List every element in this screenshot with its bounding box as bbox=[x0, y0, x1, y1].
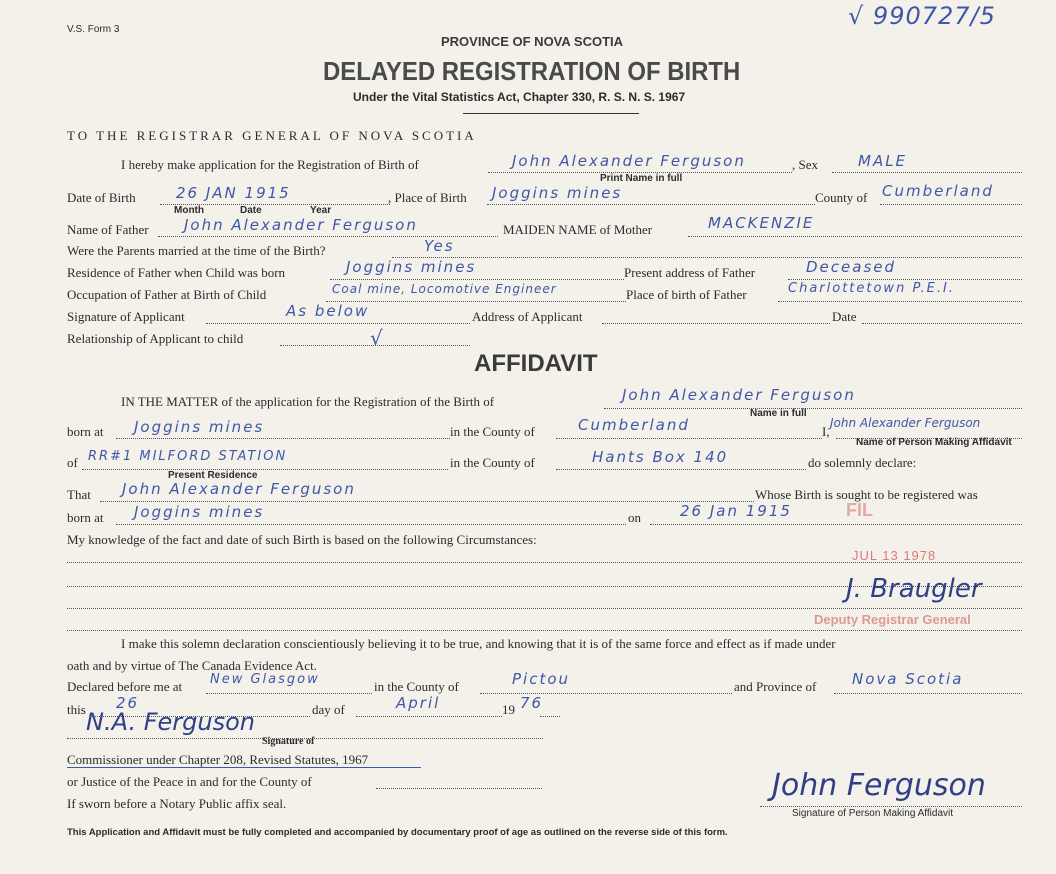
this-month[interactable]: April bbox=[396, 694, 441, 712]
to-line: TO THE REGISTRAR GENERAL OF NOVA SCOTIA bbox=[67, 128, 477, 143]
signature-label: Signature of Applicant bbox=[67, 309, 185, 324]
aff-county-value[interactable]: Cumberland bbox=[578, 416, 690, 434]
knowledge-label: My knowledge of the fact and date of such Birth is based on the following Circumstances: bbox=[67, 532, 537, 547]
declared-place[interactable]: New Glasgow bbox=[210, 672, 320, 687]
aff-county-label: in the County of bbox=[450, 424, 535, 439]
residence-hint: Present Residence bbox=[168, 470, 258, 481]
matter-label: IN THE MATTER of the application for the Registration of the Birth of bbox=[121, 394, 495, 409]
page-title: DELAYED REGISTRATION OF BIRTH bbox=[323, 56, 741, 86]
day-of-label: day of bbox=[312, 702, 345, 717]
signature-value[interactable]: As below bbox=[286, 302, 370, 320]
married-value[interactable]: Yes bbox=[424, 237, 455, 255]
date-stamp: JUL 13 1978 bbox=[852, 548, 937, 563]
year-suffix[interactable]: 76 bbox=[520, 694, 544, 712]
affidavit-heading: AFFIDAVIT bbox=[474, 350, 598, 377]
solemn-line-2: oath and by virtue of The Canada Evidence Act. bbox=[67, 658, 317, 673]
relationship-label: Relationship of Applicant to child bbox=[67, 331, 244, 346]
matter-name[interactable]: John Alexander Ferguson bbox=[622, 386, 856, 404]
province-header: PROVINCE OF NOVA SCOTIA bbox=[441, 34, 624, 49]
father-residence-label: Residence of Father when Child was born bbox=[67, 265, 286, 280]
father-pob-value[interactable]: Charlottetown P.E.I. bbox=[788, 281, 955, 296]
aff-county2-label: in the County of bbox=[450, 455, 535, 470]
county-label: County of bbox=[815, 190, 868, 205]
name-hint: Print Name in full bbox=[600, 173, 683, 184]
i-label: I, bbox=[822, 424, 830, 439]
matter-name-hint: Name in full bbox=[750, 408, 807, 419]
on-date[interactable]: 26 Jan 1915 bbox=[680, 502, 792, 520]
born-at-label: born at bbox=[67, 424, 104, 439]
dob-value[interactable]: 26 JAN 1915 bbox=[176, 184, 291, 202]
notary-label: If sworn before a Notary Public affix seal. bbox=[67, 796, 287, 811]
title-underline bbox=[463, 113, 639, 114]
child-name[interactable]: John Alexander Ferguson bbox=[512, 152, 746, 170]
sex-label: , Sex bbox=[792, 157, 818, 172]
year-prefix: 19 bbox=[502, 702, 515, 717]
pob-value[interactable]: Joggins mines bbox=[492, 184, 623, 202]
county-value[interactable]: Cumberland bbox=[882, 182, 994, 200]
this-label: this bbox=[67, 702, 86, 717]
father-value[interactable]: John Alexander Ferguson bbox=[184, 216, 418, 234]
declared-province[interactable]: Nova Scotia bbox=[852, 670, 964, 688]
affiant-hint: Name of Person Making Affidavit bbox=[856, 437, 1012, 448]
applicant-signature: John Ferguson bbox=[772, 768, 986, 803]
father-pob-label: Place of birth of Father bbox=[626, 287, 747, 302]
applicant-address-label: Address of Applicant bbox=[472, 309, 583, 324]
residence-value[interactable]: RR#1 MILFORD STATION bbox=[88, 449, 288, 464]
date-label: Date bbox=[832, 309, 857, 324]
born-at-value[interactable]: Joggins mines bbox=[134, 418, 265, 436]
reference-number: √ 990727/5 bbox=[848, 2, 996, 30]
affiant-name[interactable]: John Alexander Ferguson bbox=[830, 416, 981, 430]
father-address-value[interactable]: Deceased bbox=[806, 258, 897, 276]
deputy-stamp: Deputy Registrar General bbox=[814, 612, 971, 627]
commissioner-signature: N.A. Ferguson bbox=[86, 708, 255, 736]
whose-label: Whose Birth is sought to be registered was bbox=[755, 487, 978, 502]
of-label: of bbox=[67, 455, 78, 470]
solemn-line-1: I make this solemn declaration conscientiously believing it to be true, and knowing that it is of the same force and effect as if made under bbox=[121, 636, 836, 651]
subtitle: Under the Vital Statistics Act, Chapter 330, R. S. N. S. 1967 bbox=[353, 90, 686, 104]
commissioner-underline bbox=[67, 767, 421, 768]
this-day[interactable]: 26 bbox=[116, 694, 140, 712]
father-occupation-value[interactable]: Coal mine, Locomotive Engineer bbox=[332, 282, 557, 296]
form-id: V.S. Form 3 bbox=[67, 24, 120, 35]
that-name[interactable]: John Alexander Ferguson bbox=[122, 480, 356, 498]
date-hint: Date bbox=[240, 205, 262, 216]
sex-value[interactable]: MALE bbox=[858, 152, 908, 170]
relationship-value[interactable]: √ bbox=[370, 326, 385, 350]
father-occupation-label: Occupation of Father at Birth of Child bbox=[67, 287, 267, 302]
sig-of-label: Signature of bbox=[262, 736, 315, 747]
filed-stamp: FIL bbox=[846, 500, 873, 520]
mother-maiden-label: MAIDEN NAME of Mother bbox=[503, 222, 653, 237]
father-label: Name of Father bbox=[67, 222, 149, 237]
born-at2-value[interactable]: Joggins mines bbox=[134, 503, 265, 521]
footer-note: This Application and Affidavit must be fully completed and accompanied by documentary proof of age as outlined on the reverse side of this form. bbox=[67, 827, 728, 838]
pob-label: , Place of Birth bbox=[388, 190, 467, 205]
month-hint: Month bbox=[174, 205, 204, 216]
declare-label: do solemnly declare: bbox=[808, 455, 917, 470]
on-label: on bbox=[628, 510, 641, 525]
married-label: Were the Parents married at the time of the Birth? bbox=[67, 243, 326, 258]
applicant-sig-label: Signature of Person Making Affidavit bbox=[792, 808, 954, 819]
aff-county2-value[interactable]: Hants Box 140 bbox=[592, 448, 729, 466]
justice-label: or Justice of the Peace in and for the County of bbox=[67, 774, 312, 789]
declared-label: Declared before me at bbox=[67, 679, 183, 694]
that-label: That bbox=[67, 487, 91, 502]
declared-county-label: in the County of bbox=[374, 679, 459, 694]
father-address-label: Present address of Father bbox=[624, 265, 756, 280]
province-label: and Province of bbox=[734, 679, 817, 694]
deputy-signature: J. Braugler bbox=[846, 574, 982, 604]
father-residence-value[interactable]: Joggins mines bbox=[346, 258, 477, 276]
born-at2-label: born at bbox=[67, 510, 104, 525]
year-hint: Year bbox=[310, 205, 332, 216]
mother-maiden-value[interactable]: MACKENZIE bbox=[708, 214, 815, 232]
dob-label: Date of Birth bbox=[67, 190, 136, 205]
commissioner-label: Commissioner under Chapter 208, Revised Statutes, 1967 bbox=[67, 752, 369, 767]
declared-county[interactable]: Pictou bbox=[512, 670, 571, 688]
intro-label: I hereby make application for the Registration of Birth of bbox=[121, 157, 419, 172]
